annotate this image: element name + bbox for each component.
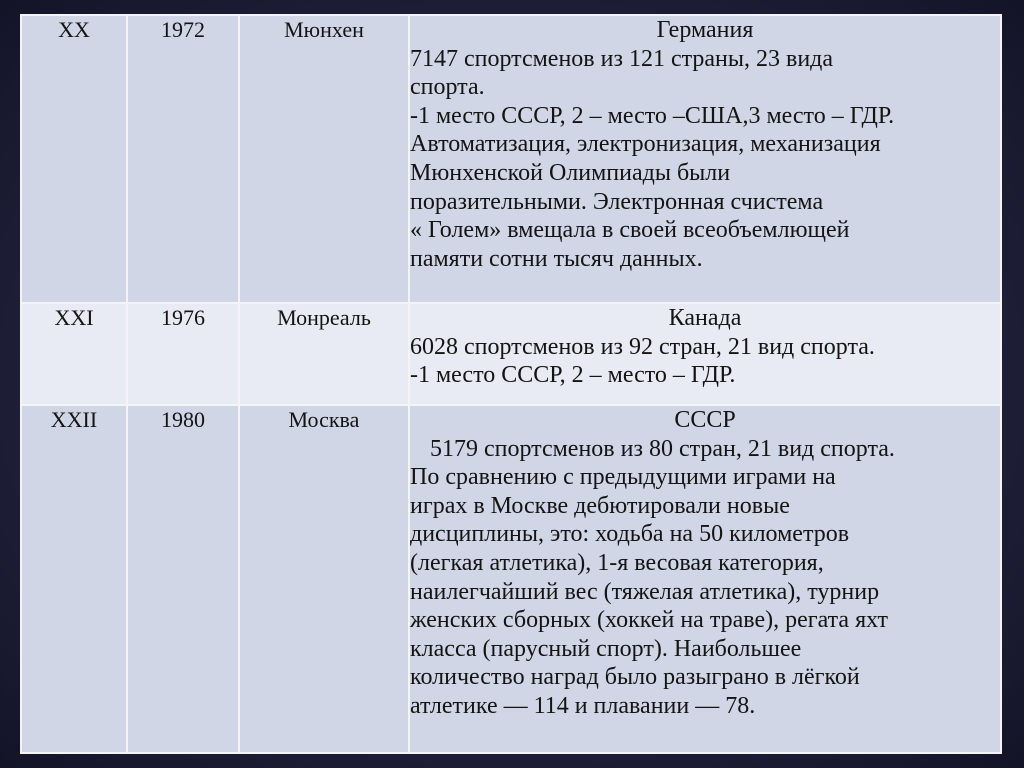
description-cell bbox=[409, 303, 1001, 405]
description-cell bbox=[409, 405, 1001, 753]
year-cell: 1980 bbox=[127, 405, 239, 753]
country-name: СССР bbox=[674, 407, 736, 433]
description-line: памяти сотни тысяч данных. bbox=[410, 245, 703, 272]
description-line: « Голем» вмещала в своей всеобъемлющей bbox=[410, 217, 850, 244]
year-cell: 1972 bbox=[127, 15, 239, 303]
description-line: По сравнению с предыдущими играми на bbox=[410, 464, 836, 491]
games-number-cell: XX bbox=[21, 15, 127, 303]
description-line: класса (парусный спорт). Наибольшее bbox=[410, 635, 802, 662]
description-cell bbox=[409, 15, 1001, 303]
table-row bbox=[21, 405, 1001, 753]
description-line: поразительными. Электронная счистема bbox=[410, 188, 824, 215]
description-line: 5179 спортсменов из 80 стран, 21 вид спорта. bbox=[430, 435, 895, 462]
table-row bbox=[21, 303, 1001, 405]
description-line: спорта. bbox=[410, 74, 485, 101]
description-line: играх в Москве дебютировали новые bbox=[410, 492, 790, 519]
country-name: Германия bbox=[656, 17, 754, 43]
games-number-cell: XXII bbox=[21, 405, 127, 753]
description-line: наилегчайший вес (тяжелая атлетика), турнир bbox=[410, 578, 880, 605]
year-cell: 1976 bbox=[127, 303, 239, 405]
description-line: Мюнхенской Олимпиады были bbox=[410, 159, 731, 186]
description-line: -1 место СССР, 2 – место –США,3 место – ГДР. bbox=[410, 102, 895, 129]
city-cell: Москва bbox=[239, 405, 409, 753]
description-line: атлетике — 114 и плавании — 78. bbox=[410, 692, 756, 719]
city-cell: Монреаль bbox=[239, 303, 409, 405]
description-line: 6028 спортсменов из 92 стран, 21 вид спорта. bbox=[410, 333, 875, 360]
city-cell: Мюнхен bbox=[239, 15, 409, 303]
olympics-table bbox=[20, 14, 1002, 754]
country-name: Канада bbox=[668, 305, 742, 331]
description-line: -1 место СССР, 2 – место – ГДР. bbox=[410, 362, 736, 389]
description-line: женских сборных (хоккей на траве), регата яхт bbox=[410, 607, 888, 634]
games-number-cell: XXI bbox=[21, 303, 127, 405]
table-row bbox=[21, 15, 1001, 303]
description-line: количество наград было разыграно в лёгкой bbox=[410, 664, 860, 691]
description-line: Автоматизация, электронизация, механизация bbox=[410, 131, 881, 158]
description-line: дисциплины, это: ходьба на 50 километров bbox=[410, 521, 850, 548]
description-line: (легкая атлетика), 1-я весовая категория, bbox=[410, 549, 824, 576]
description-line: 7147 спортсменов из 121 страны, 23 вида bbox=[410, 45, 834, 72]
